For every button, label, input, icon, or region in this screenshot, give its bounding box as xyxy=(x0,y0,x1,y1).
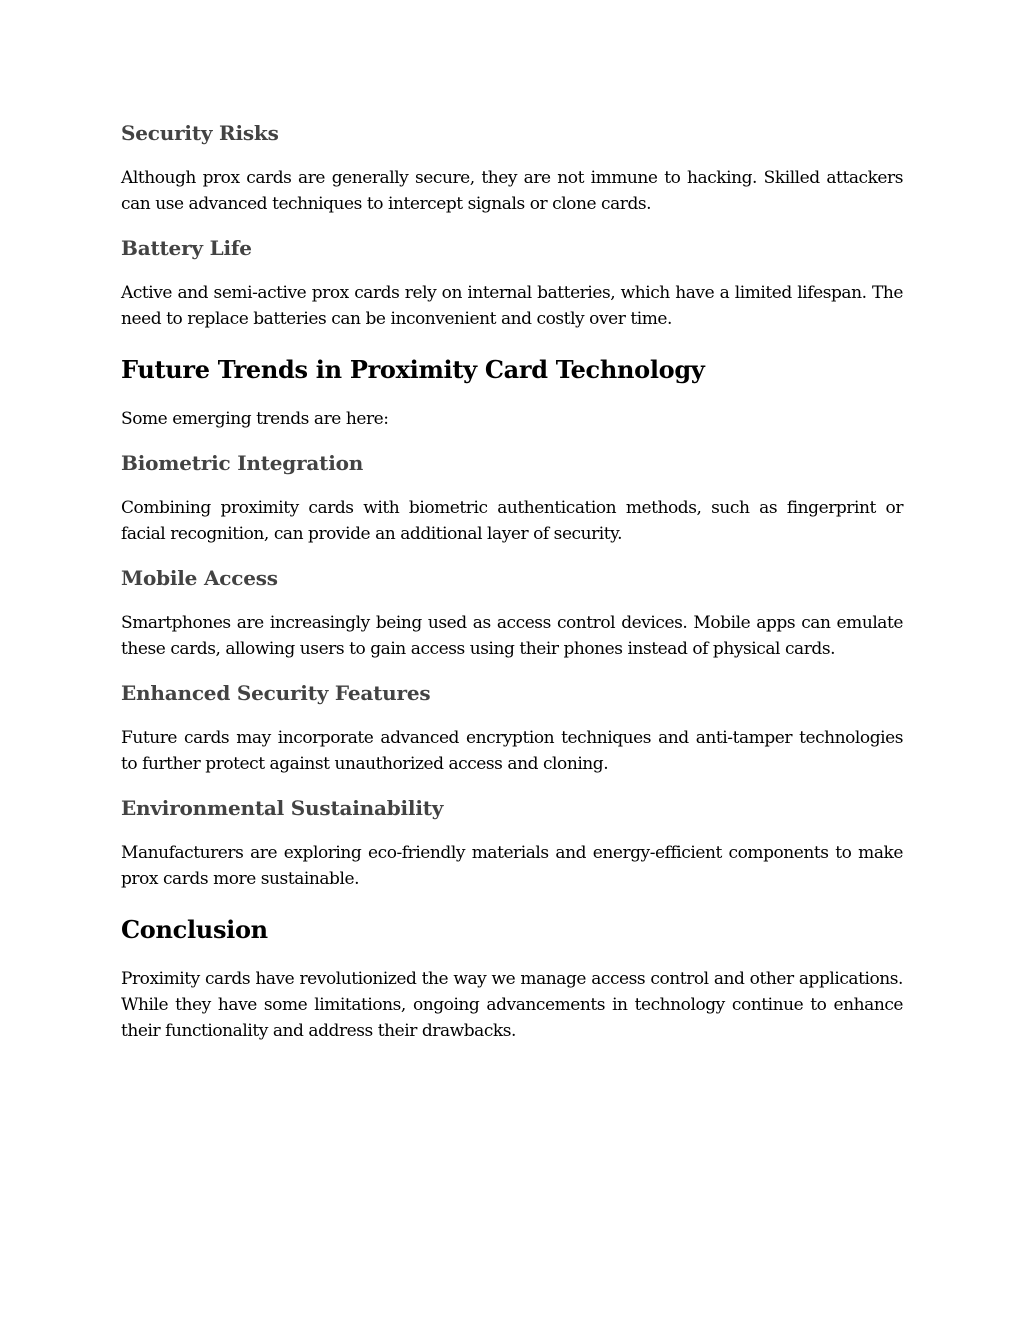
paragraph-mobile-access: Smartphones are increasingly being used as access control devices. Mobile apps can emulate these cards, allowing users to gain access using their phones instead of physical cards. xyxy=(121,613,903,659)
paragraph-biometric-integration: Combining proximity cards with biometric authentication methods, such as fingerprint or facial recognition, can provide an additional layer of security. xyxy=(121,498,903,544)
heading-conclusion: Conclusion xyxy=(121,915,268,944)
heading-enhanced-security: Enhanced Security Features xyxy=(121,681,431,705)
heading-battery-life: Battery Life xyxy=(121,236,252,260)
paragraph-security-risks: Although prox cards are generally secure, they are not immune to hacking. Skilled attackers can use advanced techniques to intercept signals or clone cards. xyxy=(121,168,903,214)
paragraph-conclusion: Proximity cards have revolutionized the way we manage access control and other applications. While they have some limitations, ongoing advancements in technology continue to enhance their functionality and address their drawbacks. xyxy=(121,969,903,1041)
heading-environmental-sustainability: Environmental Sustainability xyxy=(121,796,444,820)
paragraph-battery-life: Active and semi-active prox cards rely on internal batteries, which have a limited lifespan. The need to replace batteries can be inconvenient and costly over time. xyxy=(121,283,903,329)
paragraph-enhanced-security: Future cards may incorporate advanced encryption techniques and anti-tamper technologies to further protect against unauthorized access and cloning. xyxy=(121,728,903,774)
heading-biometric-integration: Biometric Integration xyxy=(121,451,364,475)
paragraph-future-trends-intro: Some emerging trends are here: xyxy=(121,409,389,429)
heading-security-risks: Security Risks xyxy=(121,121,279,145)
heading-future-trends: Future Trends in Proximity Card Technology xyxy=(121,355,705,384)
heading-mobile-access: Mobile Access xyxy=(121,566,278,590)
document-content xyxy=(121,116,903,1044)
paragraph-environmental-sustainability: Manufacturers are exploring eco-friendly materials and energy-efficient components to make prox cards more sustainable. xyxy=(121,843,903,889)
